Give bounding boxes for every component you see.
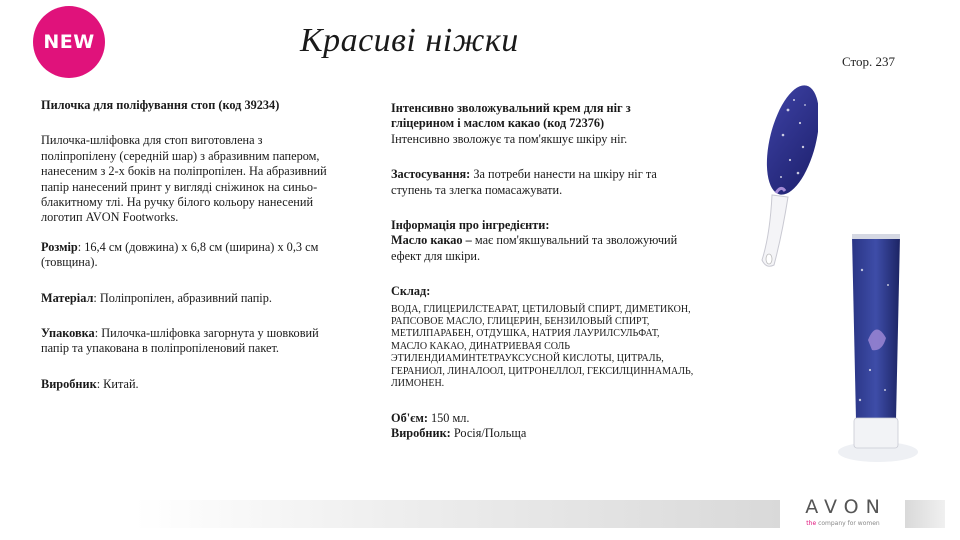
composition-line: ЭТИЛЕНДИАМИНТЕТРАУКСУСНОЙ КИСЛОТЫ, ЦИТРАЛЬ, [391, 353, 664, 365]
file-packaging [41, 326, 353, 341]
page-title: Красиві ніжки [300, 22, 519, 59]
usage-value: За потреби нанести на шкіру ніг та [470, 167, 657, 182]
right-column [391, 101, 706, 441]
file-size [41, 240, 353, 255]
composition-line: ВОДА, ГЛИЦЕРИЛСТЕАРАТ, ЦЕТИЛОВЫЙ СПИРТ, ДИМЕТИКОН, [391, 303, 691, 315]
maker-value: : Китай. [96, 376, 139, 391]
packaging-value: : Пилочка-шліфовка загорнута у шовковий [94, 326, 319, 341]
cream-usage [391, 167, 706, 182]
file-description-line: нанесеним з 2-х боків на поліпропілен. На абразивний [41, 164, 327, 179]
cocoa-value: має пом'якшувальний та зволожуючий [471, 233, 678, 248]
file-description-line: Пилочка-шліфовка для стоп виготовлена з [41, 133, 263, 148]
new-badge-text: NEW [43, 31, 95, 53]
file-packaging-line2: папір та упакована в поліпропіленовий пакет. [41, 341, 279, 356]
cream-heading-line2: гліцерином і маслом какао (код 72376) [391, 116, 605, 131]
ingredients-info-line2: ефект для шкіри. [391, 248, 481, 263]
composition-line: ЛИМОНЕН. [391, 378, 445, 390]
file-description-line: поліпропілену (середній шар) з абразивним папером, [41, 148, 320, 163]
file-material [41, 291, 353, 306]
cream-volume [391, 411, 706, 426]
footer-bar [135, 500, 780, 528]
cream-maker [391, 426, 706, 441]
file-description-line: логотип AVON Footworks. [41, 210, 179, 225]
file-size-line2: (товщина). [41, 255, 98, 270]
cream-maker-value: Росія/Польща [450, 425, 527, 440]
avon-logo: AVON [805, 496, 887, 518]
cream-heading-line1: Інтенсивно зволожувальний крем для ніг з [391, 101, 631, 115]
volume-value: 150 мл. [427, 410, 470, 425]
composition-line: МЕТИЛПАРАБЕН, ОТДУШКА, НАТРИЯ ЛАУРИЛСУЛЬФАТ, [391, 328, 660, 340]
composition-label: Склад: [391, 284, 431, 299]
left-column [41, 98, 353, 392]
file-maker [41, 377, 353, 392]
maker-label: Виробник [41, 376, 97, 391]
usage-label: Застосування: [391, 167, 471, 182]
avon-brand [788, 496, 898, 538]
composition-line: ГЕРАНИОЛ, ЛИНАЛООЛ, ЦИТРОНЕЛЛОЛ, ГЕКСИЛЦИННАМАЛЬ, [391, 365, 694, 377]
file-heading: Пилочка для поліфування стоп (код 39234) [41, 98, 280, 112]
composition-line: РАПСОВОЕ МАСЛО, ГЛИЦЕРИН, БЕНЗИЛОВЫЙ СПИРТ, [391, 316, 650, 328]
avon-tagline: the company for women [806, 520, 880, 527]
material-value: : Поліпропілен, абразивний папір. [93, 290, 272, 305]
size-value: : 16,4 см (довжина) х 6,8 см (ширина) х 0,3 см [77, 239, 319, 254]
foot-cream-tube-image [830, 230, 925, 465]
cream-usage-line2: ступень та злегка помасажувати. [391, 182, 563, 197]
composition-line: МАСЛО КАКАО, ДИНАТРИЕВАЯ СОЛЬ [391, 340, 571, 352]
ingredients-info [391, 233, 706, 248]
foot-file-image [748, 85, 818, 270]
cream-maker-label: Виробник: [391, 425, 451, 440]
footer-bar-end [905, 500, 945, 528]
file-description-line: блакитному тлі. На ручку білого кольору нанесений [41, 195, 314, 210]
page-number: Стор. 237 [842, 54, 896, 69]
size-label: Розмір [41, 239, 78, 254]
file-description-line: папір нанесений принт у вигляді сніжинок на синьо- [41, 179, 318, 194]
packaging-label: Упаковка [41, 326, 95, 341]
cocoa-label: Масло какао – [391, 233, 472, 248]
volume-label: Об'єм: [391, 410, 428, 425]
material-label: Матеріал [41, 290, 94, 305]
cream-intro: Інтенсивно зволожує та пом'якшує шкіру ніг. [391, 131, 628, 146]
new-badge [33, 6, 105, 78]
ingredients-info-label: Інформація про інгредієнти: [391, 218, 550, 233]
